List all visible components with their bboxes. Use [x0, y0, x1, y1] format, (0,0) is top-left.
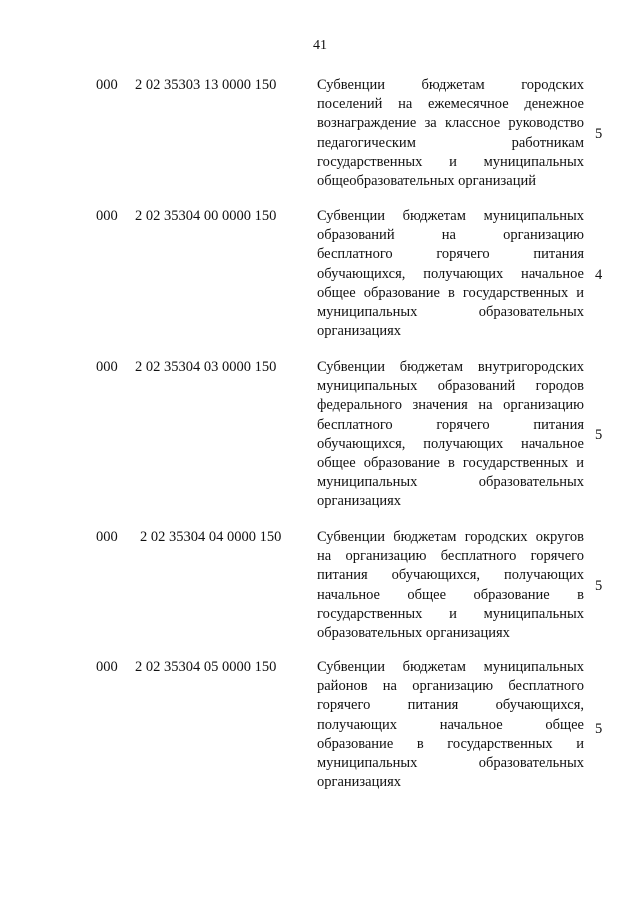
amount-value: 5	[595, 427, 603, 443]
budget-classification-code: 2 02 35304 04 0000 150	[140, 529, 282, 545]
income-name-line: общеобразовательных организаций	[317, 173, 536, 190]
amount-value: 4	[595, 267, 603, 283]
income-name-line: Субвенции бюджетам городских округов	[317, 529, 584, 545]
income-name	[317, 528, 584, 643]
income-name-line: общее образование в государственных и	[317, 284, 584, 301]
income-name	[317, 76, 584, 191]
amount-value: 5	[595, 578, 603, 594]
income-name-line: Субвенции бюджетам городских	[317, 77, 584, 93]
income-name	[317, 658, 584, 792]
budget-classification-code: 2 02 35304 03 0000 150	[135, 359, 277, 375]
income-name	[317, 358, 584, 512]
income-name-line: федерального значения на организацию	[317, 397, 584, 414]
income-name-line: муниципальных образовательных	[317, 474, 584, 491]
income-name-line: Субвенции бюджетам муниципальных	[317, 208, 584, 224]
income-name-line: образование в государственных и	[317, 735, 584, 752]
table-row	[0, 528, 640, 648]
income-name-line: обучающихся, получающих начальное	[317, 265, 584, 282]
income-name-line: питания обучающихся, получающих	[317, 567, 584, 584]
income-name-line: районов на организацию бесплатного	[317, 678, 584, 695]
income-name-line: организациях	[317, 323, 402, 340]
admin-code: 000	[96, 208, 118, 224]
income-name-line: обучающихся, получающих начальное	[317, 435, 584, 452]
income-name-line: муниципальных образовательных	[317, 755, 584, 772]
income-name-line: Субвенции бюджетам муниципальных	[317, 659, 584, 675]
income-name-line: общее образование в государственных и	[317, 455, 584, 472]
admin-code: 000	[96, 529, 118, 545]
table-row	[0, 207, 640, 347]
admin-code: 000	[96, 359, 118, 375]
income-name-line: организациях	[317, 774, 402, 791]
income-name-line: начальное общее образование в	[317, 586, 584, 603]
income-name-line: муниципальных образовательных	[317, 304, 584, 321]
income-name-line: поселений на ежемесячное денежное	[317, 96, 584, 113]
income-name-line: Субвенции бюджетам внутригородских	[317, 359, 584, 375]
income-name-line: педагогическим работникам	[317, 134, 584, 151]
income-name-line: образовательных организациях	[317, 625, 510, 642]
table-row	[0, 358, 640, 518]
income-name-line: на организацию бесплатного горячего	[317, 548, 584, 565]
page-number: 41	[313, 38, 327, 53]
budget-classification-code: 2 02 35304 05 0000 150	[135, 659, 277, 675]
amount-value: 5	[595, 126, 603, 142]
admin-code: 000	[96, 77, 118, 93]
income-name-line: получающих начальное общее	[317, 716, 584, 733]
income-name-line: государственных и муниципальных	[317, 605, 584, 622]
income-name	[317, 207, 584, 341]
table-row	[0, 76, 640, 196]
income-name-line: муниципальных образований городов	[317, 378, 584, 395]
budget-classification-code: 2 02 35304 00 0000 150	[135, 208, 277, 224]
income-name-line: горячего питания обучающихся,	[317, 697, 584, 714]
income-name-line: вознаграждение за классное руководство	[317, 115, 584, 132]
income-name-line: бесплатного горячего питания	[317, 416, 584, 433]
income-name-line: образований на организацию	[317, 227, 584, 244]
income-name-line: бесплатного горячего питания	[317, 246, 584, 263]
income-name-line: организациях	[317, 493, 402, 510]
table-row	[0, 658, 640, 798]
admin-code: 000	[96, 659, 118, 675]
budget-classification-code: 2 02 35303 13 0000 150	[135, 77, 277, 93]
income-name-line: государственных и муниципальных	[317, 153, 584, 170]
amount-value: 5	[595, 721, 603, 737]
